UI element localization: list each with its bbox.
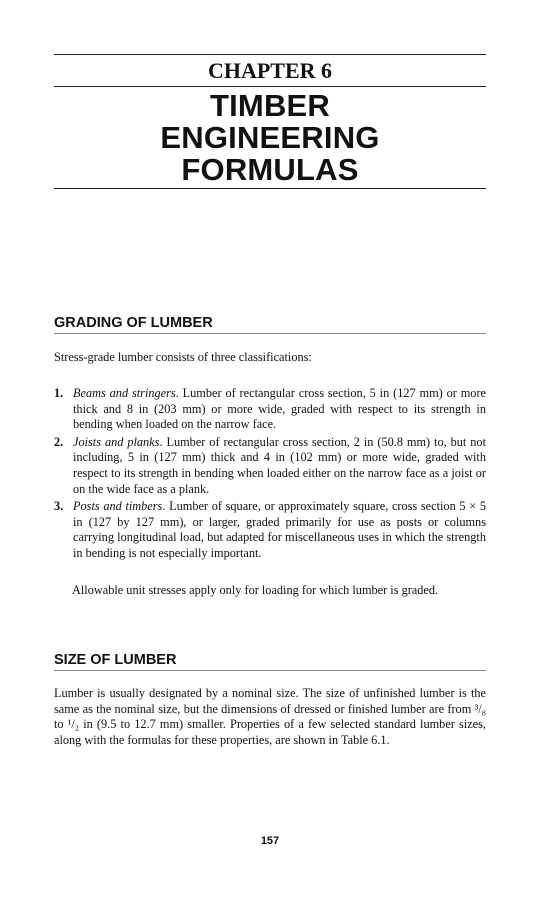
chapter-title-rule	[54, 188, 486, 189]
section-heading-size: SIZE OF LUMBER	[54, 652, 177, 668]
chapter-title-line: ENGINEERING	[160, 120, 380, 155]
chapter-title-line: FORMULAS	[181, 152, 359, 187]
chapter-label-rule	[54, 86, 486, 87]
list-item-term: Posts and timbers	[73, 499, 163, 514]
list-item	[54, 435, 486, 497]
chapter-title-line: TIMBER	[209, 88, 331, 123]
section-heading-grading: GRADING OF LUMBER	[54, 315, 213, 331]
list-item-term: Beams and stringers	[73, 386, 176, 400]
section-body: Lumber is usually designated by a nominal size. The size of unfinished lumber is the same as the nominal size, but the dimensions of dressed or finished lumber are from ³/₈ to ¹/₂ in (9.5 to 12.7 mm) smaller. Properties of a few selected standard lumber sizes, along with the formulas for these properties, are shown in Table 6.1.	[54, 686, 486, 747]
list-item-text: . Lumber of rectangular cross section, 2 in (50.8 mm) to, but not including, 5 in (127 mm) thick and 4 in (102 mm) or more wide, graded with respect to its strength in bending when loaded either on the narrow face as a joist or on the wide face as a plank.	[73, 434, 486, 496]
list-item-number: 2.	[54, 434, 64, 449]
section-closing: Allowable unit stresses apply only for loading for which lumber is graded.	[72, 583, 439, 597]
list-item	[54, 499, 486, 561]
list-item-text: . Lumber of square, or approximately square, cross section 5 × 5 in (127 by 127 mm), or larger, graded primarily for use as posts or columns carrying longitudinal load, but adapted for miscellaneous uses in which the strength in bending is not especially important.	[73, 499, 486, 560]
list-item-number: 3.	[54, 499, 64, 514]
top-rule	[54, 54, 486, 55]
page-number: 157	[260, 835, 280, 847]
classification-list	[54, 386, 486, 564]
section-heading-rule	[54, 333, 486, 334]
chapter-label: CHAPTER 6	[207, 58, 333, 83]
list-item-number: 1.	[54, 386, 64, 400]
section-intro: Stress-grade lumber consists of three classifications:	[54, 350, 312, 364]
list-item-term: Joists and planks	[73, 434, 160, 449]
list-item	[54, 386, 486, 433]
chapter-title	[54, 90, 486, 186]
section-heading-rule	[54, 670, 486, 671]
list-item-text: . Lumber of rectangular cross section, 5 in (127 mm) or more thick and 8 in (203 mm) or more wide, graded with respect to its strength in bending when loaded on the narrow face.	[73, 386, 486, 432]
